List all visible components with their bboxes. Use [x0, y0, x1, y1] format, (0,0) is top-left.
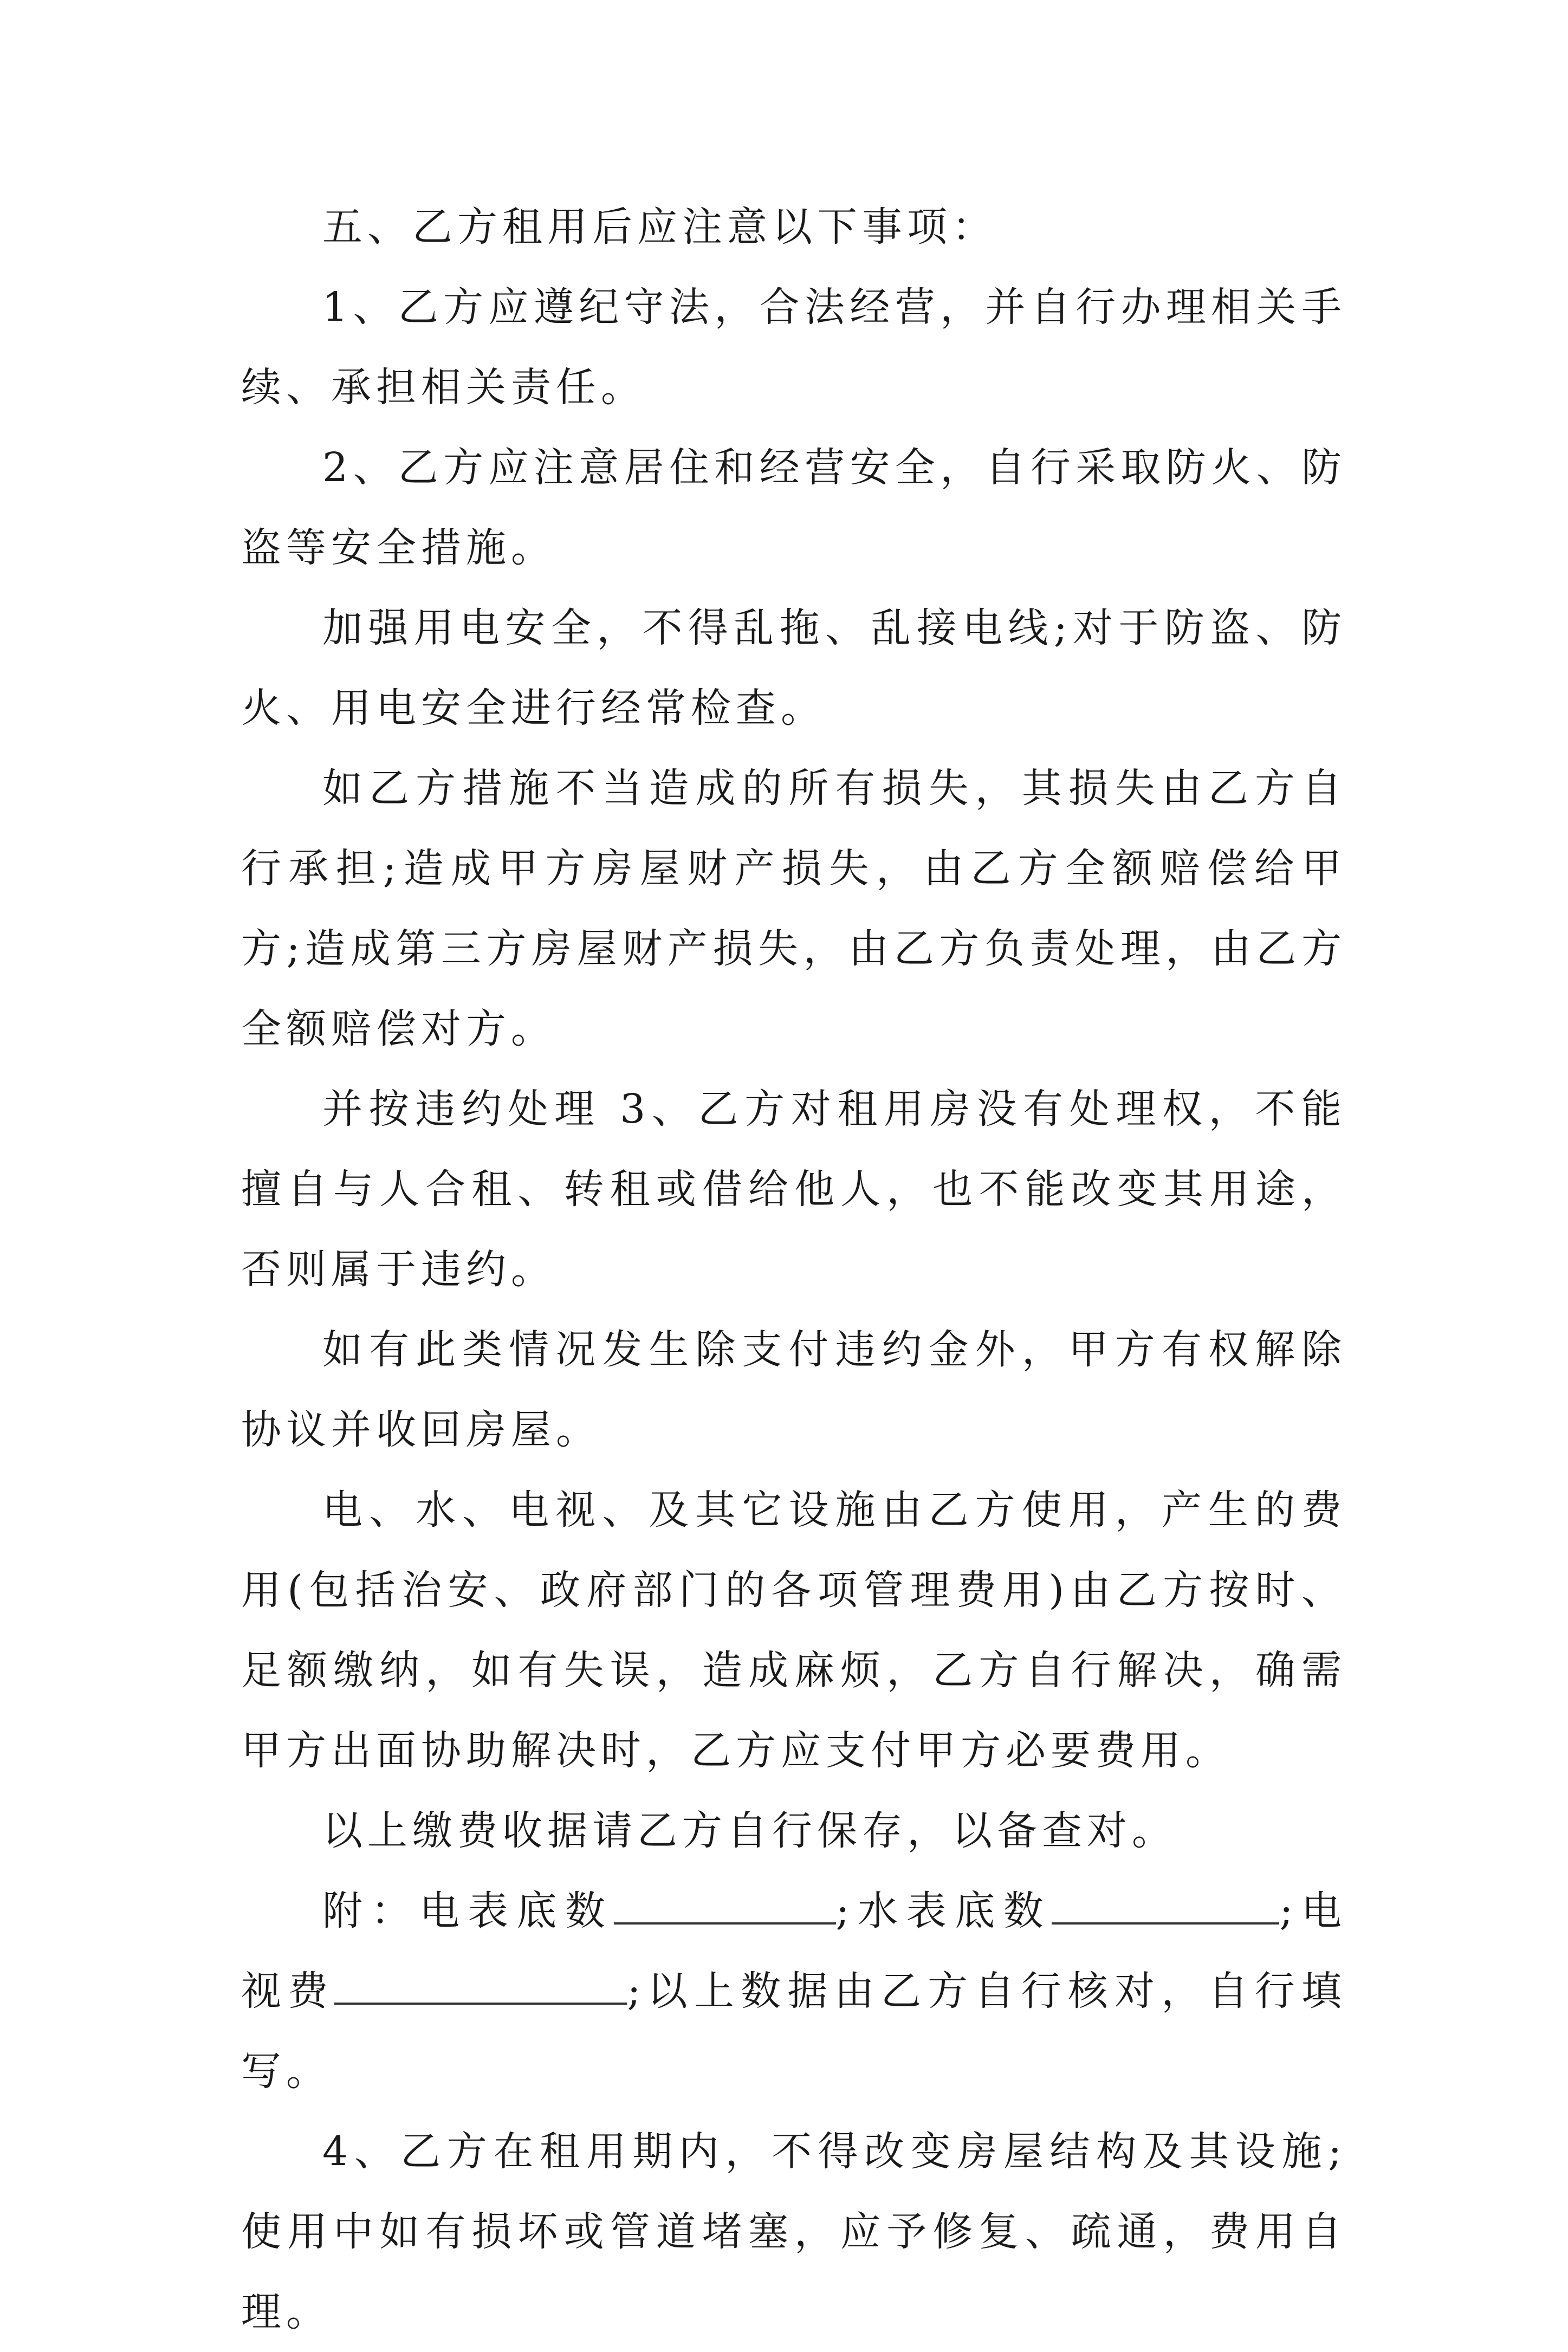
- meter-lead-text: 附：电表底数: [322, 1888, 614, 1934]
- clause-3: 并按违约处理 3、乙方对租用房没有处理权，不能擅自与人合租、转租或借给他人，也不能改变其用途，否则属于违约。: [241, 1086, 1346, 1293]
- meter-tail-text: ;以上数据由乙方自行核对，自行填写。: [241, 1968, 1346, 2095]
- tv-fee-blank: [334, 1970, 627, 2005]
- clause-4: 4、乙方在租用期内，不得改变房屋结构及其设施;使用中如有损坏或管道堵塞，应予修复、疏通，费用自理。: [241, 2128, 1346, 2335]
- clause-2: 2、乙方应注意居住和经营安全，自行采取防火、防盗等安全措施。: [241, 444, 1346, 571]
- utilities-paragraph: 电、水、电视、及其它设施由乙方使用，产生的费用(包括治安、政府部门的各项管理费用)由乙方按时、足额缴纳，如有失误，造成麻烦，乙方自行解决，确需甲方出面协助解决时，乙方应支付甲方必要费用。: [241, 1487, 1346, 1774]
- electric-meter-blank: [614, 1890, 836, 1925]
- water-meter-blank: [1052, 1890, 1279, 1925]
- clause-1: 1、乙方应遵纪守法，合法经营，并自行办理相关手续、承担相关责任。: [241, 284, 1346, 411]
- tv-fee-label: ;电视费: [241, 1888, 1346, 2014]
- document-body: [241, 187, 1346, 2352]
- electrical-safety-paragraph: 加强用电安全，不得乱拖、乱接电线;对于防盗、防火、用电安全进行经常检查。: [241, 605, 1346, 731]
- receipts-paragraph: 以上缴费收据请乙方自行保存，以备查对。: [322, 1807, 1177, 1854]
- water-meter-label: ;水表底数: [835, 1888, 1052, 1934]
- loss-liability-paragraph: 如乙方措施不当造成的所有损失，其损失由乙方自行承担;造成甲方房屋财产损失，由乙方全额赔偿给甲方;造成第三方房屋财产损失，由乙方负责处理，由乙方全额赔偿对方。: [241, 765, 1346, 1052]
- meter-readings-paragraph: [241, 1871, 1346, 2111]
- termination-paragraph: 如有此类情况发生除支付违约金外，甲方有权解除协议并收回房屋。: [241, 1326, 1346, 1453]
- section-heading: 五、乙方租用后应注意以下事项：: [322, 204, 997, 250]
